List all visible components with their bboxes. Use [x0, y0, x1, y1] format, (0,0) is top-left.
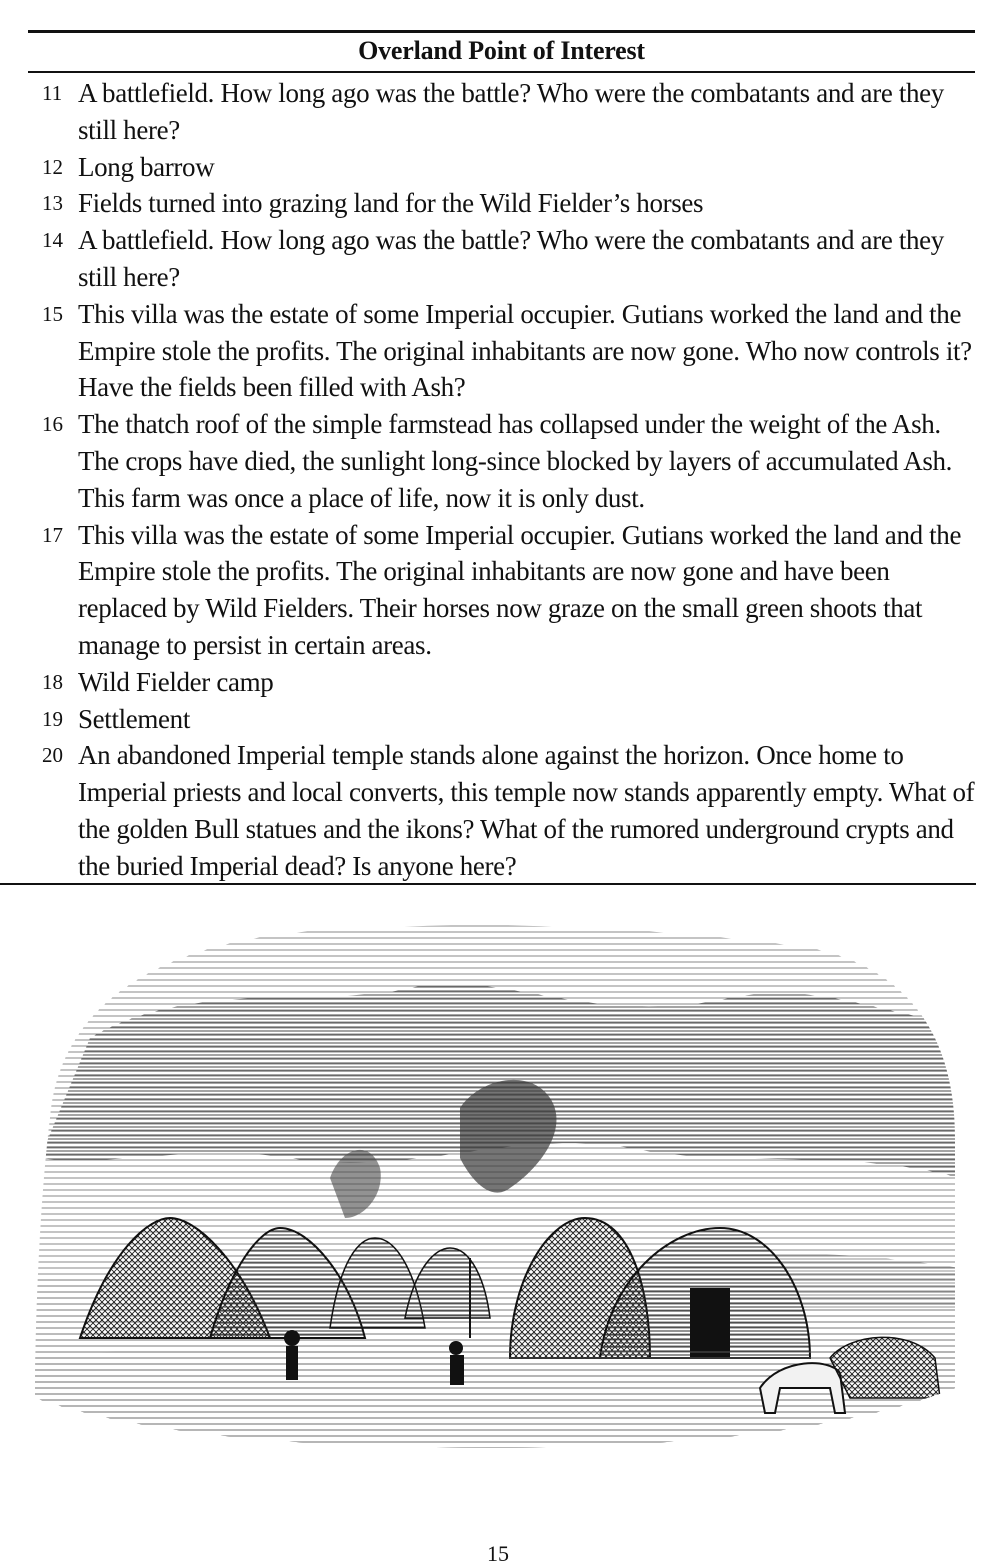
row-number: 14: [42, 228, 63, 253]
table-title: Overland Point of Interest: [28, 33, 975, 73]
row-number: 19: [42, 706, 63, 731]
table-rows: [28, 73, 975, 885]
table-row: [28, 701, 975, 738]
row-number: 13: [42, 191, 63, 216]
row-number: 11: [42, 81, 63, 105]
row-number: 20: [42, 743, 63, 768]
row-number: 18: [42, 669, 63, 694]
table-row: [28, 296, 975, 406]
row-text: Settlement: [78, 703, 190, 734]
row-text: This villa was the estate of some Imperial occupier. Gutians worked the land and the Empire stole the profits. The original inhabitants are now gone. Who now controls it? Have the fields been filled with Ash?: [78, 298, 972, 403]
row-number: 15: [42, 301, 63, 326]
row-number: 17: [42, 522, 63, 547]
row-text: A battlefield. How long ago was the battle? Who were the combatants and are they still here?: [78, 225, 944, 292]
row-number: 16: [42, 412, 63, 437]
page-number: 15: [487, 1541, 509, 1566]
engraving-yurt-camp-icon: [30, 918, 970, 1448]
row-text: Wild Fielder camp: [78, 666, 274, 697]
table-row: [28, 75, 975, 149]
table-row: [28, 737, 975, 884]
table-row: [28, 222, 975, 296]
row-text: An abandoned Imperial temple stands alone against the horizon. Once home to Imperial priests and local converts, this temple now stands apparently empty. What of the golden Bull statues and the ikons? What of the rumored underground crypts and the buried Imperial dead? Is anyone here?: [78, 740, 975, 881]
table-row: [28, 517, 975, 664]
row-text: This villa was the estate of some Imperial occupier. Gutians worked the land and the Empire stole the profits. The original inhabitants are now gone and have been replaced by Wild Fielders. Their horses now graze on the small green shoots that manage to persist in certain areas.: [78, 519, 962, 660]
table-row: [28, 185, 975, 222]
row-text: The thatch roof of the simple farmstead has collapsed under the weight of the Ash. The crops have died, the sunlight long-since blocked by layers of accumulated Ash. This farm was once a place of life, now it is only dust.: [78, 409, 953, 513]
point-of-interest-table: [28, 30, 975, 885]
row-text: A battlefield. How long ago was the battle? Who were the combatants and are they still here?: [78, 78, 944, 145]
row-text: Fields turned into grazing land for the Wild Fielder’s horses: [78, 188, 704, 219]
table-row: [28, 406, 975, 516]
row-text: Long barrow: [78, 151, 215, 182]
table-row: [28, 664, 975, 701]
row-number: 12: [42, 154, 63, 179]
table-bottom-rule: [0, 883, 976, 885]
table-row: [28, 149, 975, 186]
